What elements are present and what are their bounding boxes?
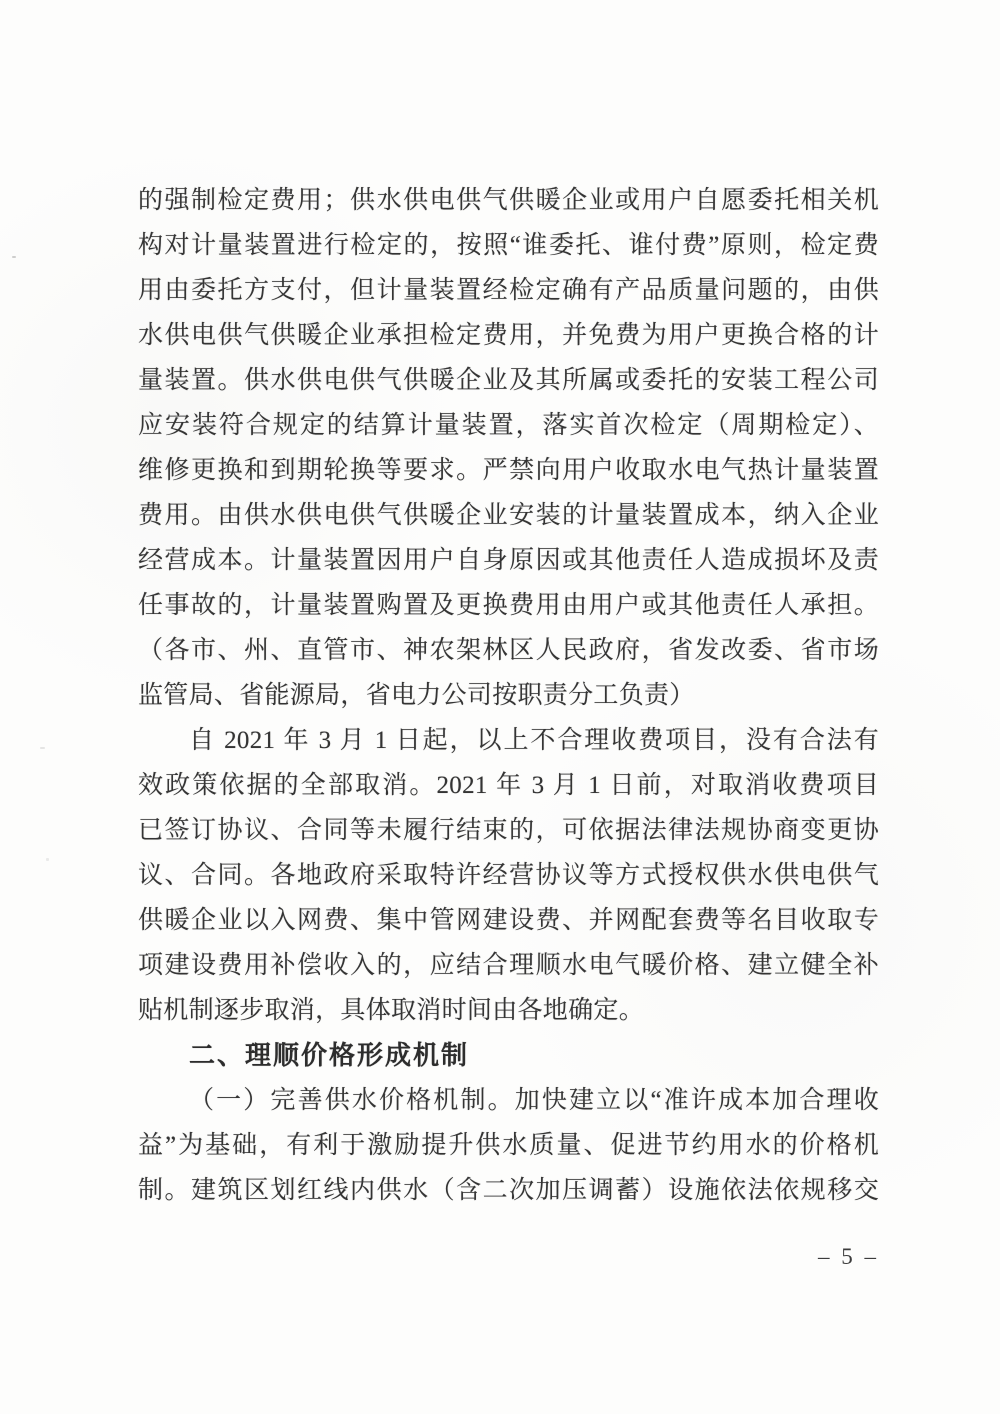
text-line: 效政策依据的全部取消。2021 年 3 月 1 日前，对取消收费项目 (138, 772, 879, 799)
text-line: 经营成本。计量装置因用户自身原因或其他责任人造成损坏及责 (138, 547, 879, 574)
text-line: （各市、州、直管市、神农架林区人民政府，省发改委、省市场 (138, 637, 879, 664)
text-line: 用由委托方支付，但计量装置经检定确有产品质量问题的，由供 (138, 277, 879, 304)
text-line: 费用。由供水供电供气供暖企业安装的计量装置成本，纳入企业 (138, 502, 879, 529)
text-line: 自 2021 年 3 月 1 日起，以上不合理收费项目，没有合法有 (189, 727, 879, 754)
scan-speck (40, 747, 45, 749)
text-line: 构对计量装置进行检定的，按照“谁委托、谁付费”原则，检定费 (138, 232, 879, 259)
text-line: （一）完善供水价格机制。加快建立以“准许成本加合理收 (189, 1087, 879, 1114)
text-line: 已签订协议、合同等未履行结束的，可依据法律法规协商变更协 (138, 817, 879, 844)
scan-speck (46, 858, 49, 861)
text-line: 制。建筑区划红线内供水（含二次加压调蓄）设施依法依规移交 (138, 1177, 879, 1204)
text-line: 议、合同。各地政府采取特许经营协议等方式授权供水供电供气 (138, 862, 879, 889)
text-line: 应安装符合规定的结算计量装置，落实首次检定（周期检定）、 (138, 412, 879, 439)
text-line: 供暖企业以入网费、集中管网建设费、并网配套费等名目收取专 (138, 907, 879, 934)
text-line: 贴机制逐步取消，具体取消时间由各地确定。 (138, 997, 645, 1024)
text-line: 监管局、省能源局，省电力公司按职责分工负责） (138, 682, 695, 709)
text-line: 项建设费用补偿收入的，应结合理顺水电气暖价格、建立健全补 (138, 952, 879, 979)
text-line: 水供电供气供暖企业承担检定费用，并免费为用户更换合格的计 (138, 322, 879, 349)
page-number: – 5 – (818, 1244, 879, 1269)
text-line: 量装置。供水供电供气供暖企业及其所属或委托的安装工程公司 (138, 367, 879, 394)
text-line: 的强制检定费用；供水供电供气供暖企业或用户自愿委托相关机 (138, 187, 879, 214)
text-line: 益”为基础，有利于激励提升供水质量、促进节约用水的价格机 (138, 1132, 879, 1159)
document-text (138, 178, 879, 1213)
text-line: 维修更换和到期轮换等要求。严禁向用户收取水电气热计量装置 (138, 457, 879, 484)
section-heading: 二、理顺价格形成机制 (189, 1040, 470, 1070)
scan-speck (12, 256, 16, 258)
text-line: 任事故的，计量装置购置及更换费用由用户或其他责任人承担。 (138, 592, 879, 619)
